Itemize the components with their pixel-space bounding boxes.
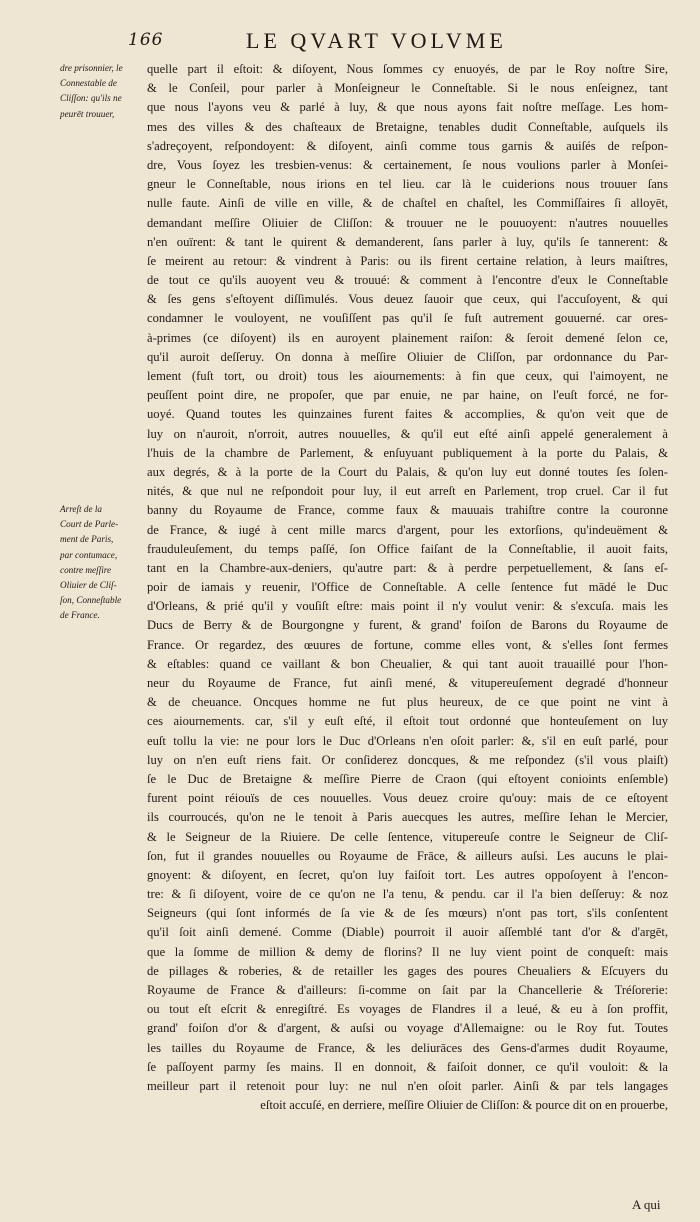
margin-note-line: Connestable de — [60, 78, 117, 89]
text-line: s'adreçoyent, reſpondoyent: & diſoyent, ainſi comme tous garnis & auiſés de reſpon- — [147, 138, 668, 153]
margin-note-line: ment de Paris, — [60, 534, 114, 545]
text-line: demandant meſſire Oliuier de Cliſſon: & trouuer ne le pouuoyent: n'autres nouuelles — [147, 215, 668, 230]
text-line: luy on n'en euſt riens fait. Or conſiderez doncques, & me reſpondez (s'il vous plaiſt) — [147, 752, 668, 767]
text-line: tre: & ſi diſoyent, voire de ce qu'on ne l'a tenu, & pendu. car il l'a bien deſſeruy: & noz — [147, 887, 668, 902]
text-line: d'Orleans, & prié qu'il y vouſiſt eſtre: mais point il n'y voulut venir: & s'excuſa. mais les — [147, 599, 668, 614]
text-line: & le Conſeil, pour parler à Monſeigneur le Conneſtable. Si le nous enſeignez, tant — [147, 81, 668, 96]
margin-note-line: Oliuier de Cliſ- — [60, 580, 117, 591]
text-line: uoyé. Quand toutes les quinzaines furent faites & accomplies, & qu'on veit que de — [147, 407, 668, 422]
text-line: neur du Royaume de France, fut ainſi mené, & vitupereuſement degradé d'honneur — [147, 676, 668, 690]
text-line: n'en ouïrent: & tant le quirent & demanderent, ſans parler à luy, qu'ils ſe tannerent: & — [147, 234, 668, 249]
text-line: lement (fuſt tort, ou droit) tous les aiournements: à fin que ceux, qui l'aimoyent, ne — [147, 369, 668, 383]
text-line: que nous l'ayons veu & parlé à luy, & que nous ayons fait noſtre meſſage. Les hom- — [147, 100, 668, 115]
text-line: ces aiournements. car, s'il y euſt eſté, il eſtoit tout ordonné que honteuſement on luy — [147, 714, 668, 729]
text-line: & le Seigneur de la Riuiere. De celle ſentence, vitupereuſe contre le Seigneur de Cliſ- — [147, 829, 668, 844]
text-line: grand' foiſon d'or & d'argent, & auſsi ou voyage d'Allemaigne: ou le Roy fut. Toutes — [147, 1021, 668, 1036]
text-line: de tout ce qu'ils auoyent veu & trouué: & comment à l'encontre d'eux le Conneſtable — [147, 273, 668, 288]
text-line: nulle faute. Ainſi de ville en ville, & de chaſtel en chaſtel, les Commiſſaires ſi alloyēt, — [147, 196, 668, 211]
text-line: de pillages & roberies, & de retailler les gages des poures Cheualiers & Eſcuyers du — [147, 963, 668, 978]
margin-note-line: contre meſſire — [60, 564, 112, 575]
text-line: poir de iamais y reuenir, l'Office de Conneſtable. A celle ſentence fut mādé le Duc — [147, 580, 668, 595]
text-line: nités, & que nul ne reſpondoit pour luy, il eut arreſt en Parlement, trop cruel. Car il fut — [147, 484, 668, 499]
text-line: ſon, fut il grandes nouuelles ou Royaume de Frāce, & ailleurs auſsi. Les aucuns le plai- — [147, 848, 668, 863]
text-line: banny du Royaume de France, comme faux & mauuais trahiſtre contre la couronne — [147, 503, 668, 518]
catchword: A qui — [632, 1197, 661, 1212]
text-line: mes des villes & des chaſteaux de Bretaigne, tenables dudit Conneſtable, auſquels ils — [147, 119, 668, 134]
margin-note-line: dre prisonnier, le — [60, 63, 123, 73]
page-number: 166 — [128, 30, 164, 50]
text-line: France. Or regardez, des œuures de fortune, comme elles vont, & s'elles ſont fermes — [147, 637, 668, 652]
text-line: ſe paſſoyent parmy ſes mains. Il en donnoit, & faiſoit donner, ce qu'il vouloit: & la — [147, 1059, 668, 1074]
margin-note-line: de France. — [60, 610, 100, 621]
margin-note-1 — [60, 61, 142, 122]
text-line: meilleur part il retenoit pour luy: ne nul n'en oſoit parler. Ainſi & par tels langages — [147, 1078, 668, 1093]
text-line: peuſſent point dire, ne propoſer, que par enuie, ne par haine, on l'euſt forcé, ne for- — [147, 388, 668, 403]
text-line: les tailles du Royaume de France, & les deliurāces des Gens-d'armes dudit Royaume, — [147, 1040, 668, 1055]
text-line: & ſes gens s'eſtoyent diſſimulés. Vous deuez ſauoir que ceux, qui l'accuſoyent, & qui — [147, 292, 668, 307]
text-line: l'huis de la chambre de Parlement, & enſuyuant publiquement à la porte du Palais, & — [147, 445, 668, 460]
text-line: frauduleuſement, du temps paſſé, ſon Office faiſant de la Conneſtablie, il auoit faits, — [147, 541, 668, 556]
text-line: qu'il ſoit ainſi demené. Comme (Diable) pourroit il auoir aſſemblé tant d'or & d'argēt, — [147, 925, 668, 940]
text-line: ſe meirent au retour: & vindrent à Paris: ou ils firent certaine relation, à leurs maiſtres, — [147, 253, 668, 268]
body-text — [147, 60, 668, 1115]
margin-note-line: peurēt trouuer, — [60, 108, 115, 119]
text-line: condamner le vouloyent, ne vouſiſſent pas qu'il ſe fuſt autrement gouuerné. car ores- — [147, 311, 668, 326]
running-head: LE QVART VOLVME — [246, 28, 507, 53]
text-line: à-primes (ce diſoyent) ils en auroyent plainement raiſon: & ſeroit demené ſelon ce, — [147, 330, 668, 345]
text-line: Ducs de Berry & de Bourgongne y furent, & grand' foiſon de Barons du Royaume de — [147, 618, 668, 633]
margin-note-2 — [60, 502, 142, 624]
text-line: dre, Vous ſoyez les tresbien-venus: & certainement, ſe nous voulions parler à Monſei- — [147, 157, 668, 172]
text-line: euſt tollu la vie: ne pour lors le Duc d'Orleans n'en oſoit parler: &, s'il en euſt parlé, pour — [147, 733, 668, 748]
text-line: & eſtables: quand ce vaillant & bon Cheualier, & qui tant auoit trauaillé pour l'hon- — [147, 656, 668, 671]
text-line: gneur le Conneſtable, nous irions en tel lieu. car là le cuiderions nous trouuer ſans — [147, 177, 668, 192]
text-line: ou tout eſt eſcrit & enregiſtré. Es voyages de Flandres il a leué, & eu à ſon proffit, — [147, 1002, 668, 1017]
margin-note-line: par contumace, — [60, 549, 118, 560]
margin-note-line: Court de Parle- — [60, 519, 119, 530]
text-line: furent point réiouïs de ces nouuelles. Vous deuez croire qu'ouy: mais de ce eſtoyent — [147, 791, 668, 806]
text-line: qu'il auroit deſſeruy. On donna à meſſire Oliuier de Cliſſon, par ordonnance du Par- — [147, 349, 668, 364]
margin-note-line: Cliſſon: qu'ils ne — [60, 93, 122, 104]
text-line: Seigneurs (qui ſont informés de ſa vie & de ſes mœurs) n'ont pas tort, s'ils conſentent — [147, 906, 668, 921]
text-line: luy on n'auroit, n'orroit, autres nouuelles, & qu'il eut eſté ainſi appelé generalement à — [147, 426, 668, 441]
text-line: Royaume de France & d'ailleurs: ſi-comme on ſait par la Chancellerie & Tréſorerie: — [147, 983, 668, 997]
text-line: de France, & iugé à cent mille marcs d'argent, pour les extorſions, qu'indeuëment & — [147, 522, 668, 537]
margin-note-line: Arreſt de la — [60, 504, 103, 514]
text-line: aux degrés, & à la porte de la Court du Palais, & qu'on luy eut donné toutes ſes ſolen- — [147, 464, 668, 479]
text-line: quelle part il eſtoit: & diſoyent, Nous ſommes cy enuoyés, de par le Roy noſtre Sire, — [147, 62, 668, 76]
text-line: gnoyent: & diſoyent, en ſecret, qu'on luy faiſoit tort. Les autres oppoſoyent à l'encon- — [147, 867, 668, 882]
text-line: ils courroucés, qu'on ne le tenoit à Paris auecques les autres, meſſire Iehan le Mercier, — [147, 810, 668, 825]
text-line: tant en la Chambre-aux-deniers, qu'autre part: & à perdre perpetuellement, & ſans eſ- — [147, 560, 668, 575]
text-line: & de cheuance. Oncques homme ne fut plus heureux, de ce que point ne vint à — [147, 695, 668, 710]
text-line: eſtoit accuſé, en derriere, meſſire Oliuier de Cliſſon: & pource dit on en prouerbe, — [260, 1098, 668, 1113]
margin-note-line: ſon, Conneſtable — [60, 595, 122, 606]
text-line: ſe le Duc de Bretaigne & meſſire Pierre de Craon (qui eſtoyent conioints enſemble) — [147, 771, 668, 786]
text-line: que la ſomme de million & demy de florins? Il ne luy vient point de conqueſt: mais — [147, 944, 668, 959]
